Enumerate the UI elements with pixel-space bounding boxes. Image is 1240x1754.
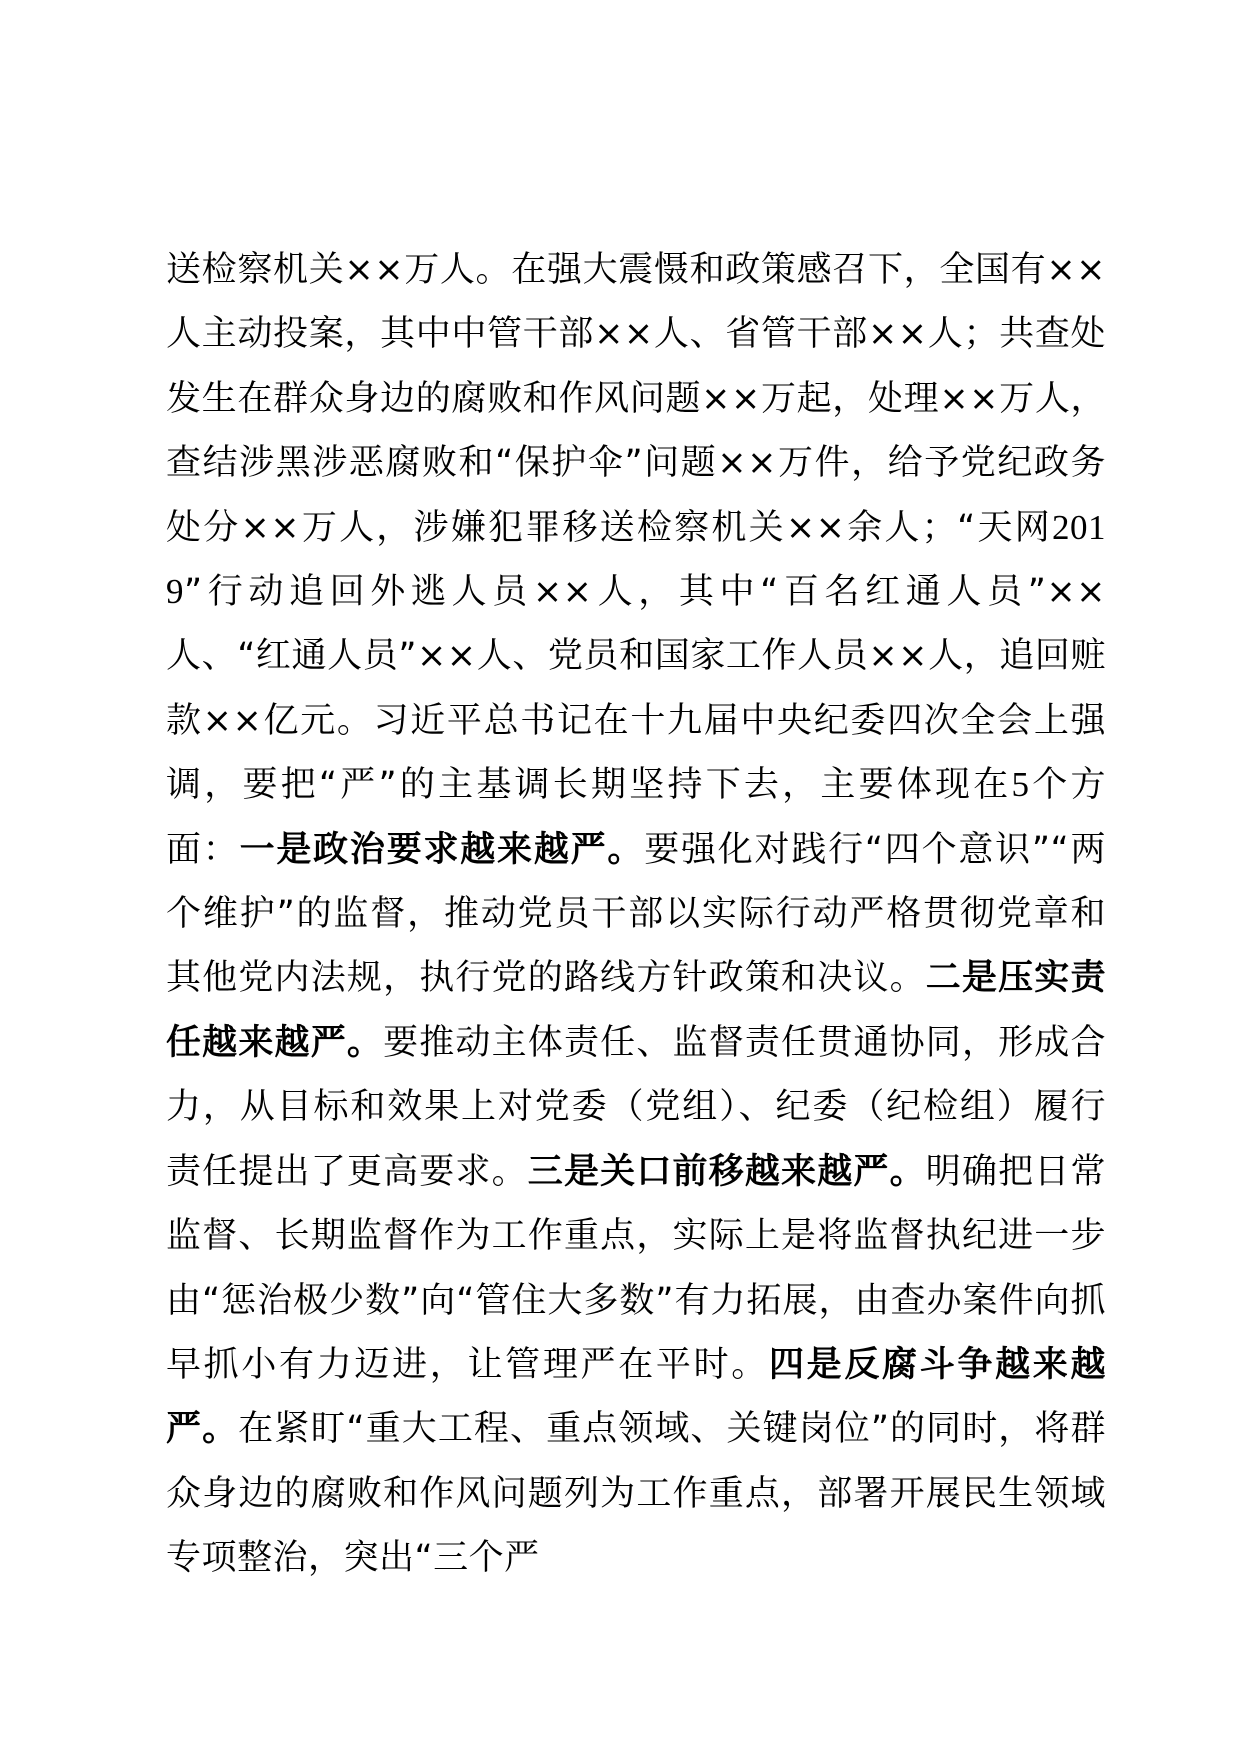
year-number: 2019 <box>166 507 1106 612</box>
text-segment: 要强化对践行“四个意识”“两个维护”的监督，推动党员干部以实际行动严格贯彻党章和其他党内法规，执行党的路线方针政策和决议。 <box>166 829 1106 999</box>
text-segment: 送检察机关××万人。在强大震慑和政策感召下，全国有××人主动投案，其中中管干部××人、省管干部××人；共查处发生在群众身边的腐败和作风问题××万起，处理××万人，查结涉黑涉恶腐败和“保护伞”问题××万件，给予党纪政务处分××万人，涉嫌犯罪移送检察机关××余人；“天网 <box>166 250 1106 548</box>
text-segment: 个方面： <box>166 765 1106 870</box>
bold-heading-three: 三是关口前移越来越严。 <box>527 1151 926 1192</box>
text-segment: 要推动主体责任、监督责任贯通协同，形成合力，从目标和效果上对党委（党组）、纪委（纪检组）履行责任提出了更高要求。 <box>166 1022 1106 1192</box>
text-segment: ”行动追回外逃人员××人，其中“百名红通人员”××人、“红通人员”××人、党员和国家工作人员××人，追回赃款××亿元。习近平总书记在十九届中央纪委四次全会上强调，要把“严”的主基调长期坚持下去，主要体现在 <box>166 572 1106 806</box>
bold-heading-two: 二是压实责任越来越严。 <box>166 958 1106 1063</box>
count-number: 5 <box>1011 765 1030 805</box>
bold-heading-four: 四是反腐斗争越来越严。 <box>166 1344 1106 1450</box>
bold-heading-one: 一是政治要求越来越严。 <box>239 829 645 870</box>
text-segment: 在紧盯“重大工程、重点领域、关键岗位”的同时，将群众身边的腐败和作风问题列为工作重点，部署开展民生领域专项整治，突出“三个严 <box>166 1409 1106 1579</box>
body-paragraph <box>166 238 1106 1591</box>
text-segment: 明确把日常监督、长期监督作为工作重点，实际上是将监督执纪进一步由“惩治极少数”向“管住大多数”有力拓展，由查办案件向抓早抓小有力迈进，让管理严在平时。 <box>166 1151 1106 1385</box>
